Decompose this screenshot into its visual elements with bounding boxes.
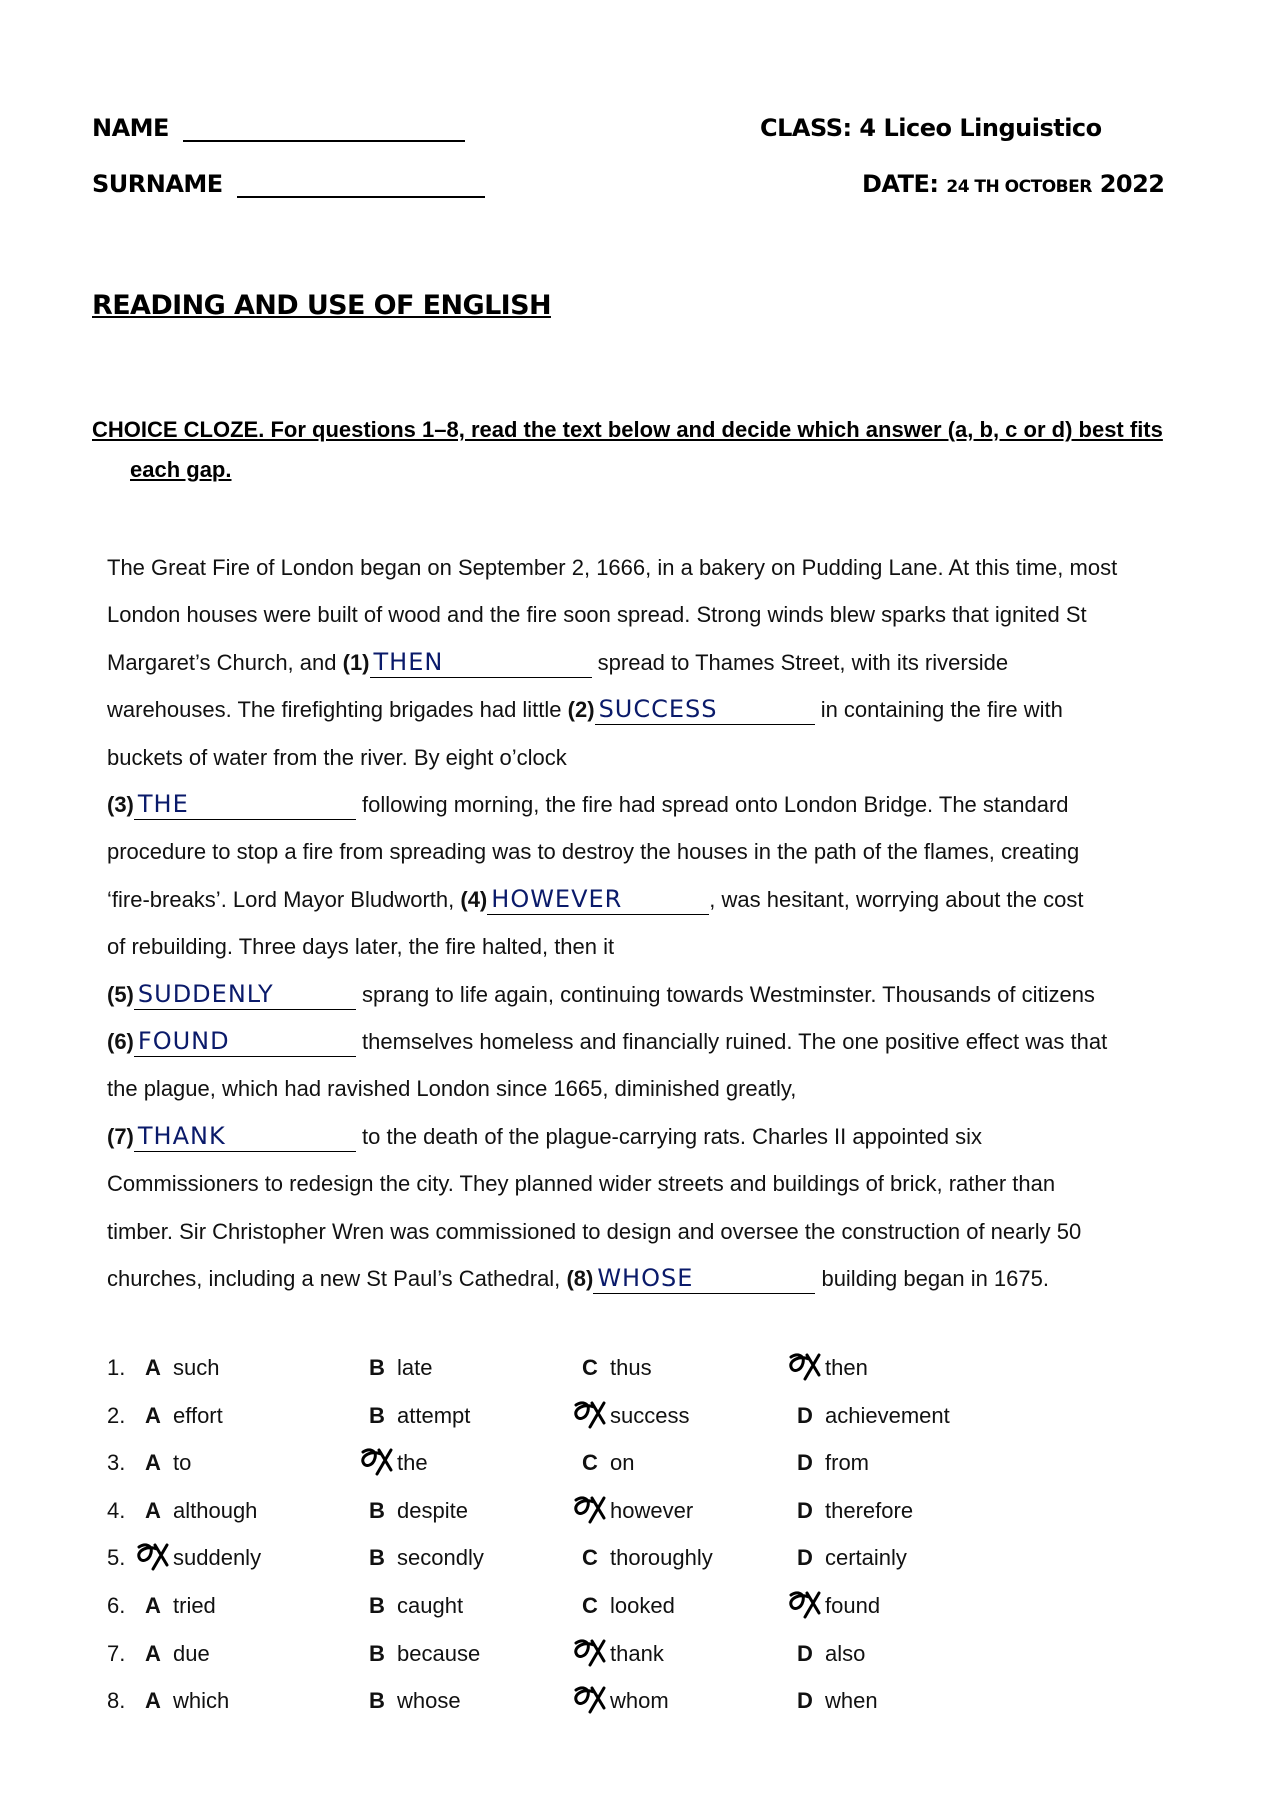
answer-gap-4[interactable] [487, 885, 709, 915]
option-a[interactable] [145, 1450, 191, 1476]
question-number: 1. [107, 1355, 126, 1380]
option-c[interactable] [582, 1641, 664, 1667]
option-letter: A [145, 1688, 161, 1714]
answer-gap-6[interactable] [134, 1027, 356, 1057]
option-d[interactable] [797, 1498, 913, 1524]
option-letter: D [797, 1640, 813, 1666]
option-word: from [825, 1450, 869, 1476]
answer-options [107, 1355, 1207, 1736]
option-letter: B [369, 1545, 385, 1571]
handwritten-mark-icon [785, 1349, 825, 1383]
date-field [862, 170, 1164, 198]
option-letter: C [582, 1545, 598, 1571]
option-letter: C [582, 1592, 598, 1618]
option-letter: B [369, 1497, 385, 1523]
handwritten-answer: FOUND [137, 1027, 230, 1056]
name-field [92, 114, 465, 142]
option-word: on [610, 1450, 635, 1476]
option-a[interactable] [145, 1688, 229, 1714]
option-word: certainly [825, 1545, 907, 1571]
option-letter: D [797, 1402, 813, 1428]
option-row [107, 1593, 1207, 1641]
passage-line: ‘fire-breaks’. Lord Mayor Bludworth, (4) HOWEVER , was hesitant, worrying about the cost [107, 884, 1084, 913]
answer-gap-7[interactable] [134, 1122, 356, 1152]
option-letter: B [369, 1688, 385, 1714]
option-word: looked [610, 1592, 675, 1618]
passage-line: London houses were built of wood and the fire soon spread. Strong winds blew sparks that ignited St [107, 602, 1087, 628]
handwritten-answer: THANK [137, 1121, 226, 1150]
question-number: (3) [107, 792, 134, 818]
passage-line: Margaret’s Church, and (1) THEN spread to Thames Street, with its riverside [107, 647, 1009, 676]
option-word: the [397, 1450, 428, 1476]
instructions-line-1: CHOICE CLOZE. For questions 1–8, read the text below and decide which answer (a, b, c or d) best fits [92, 417, 1163, 442]
option-letter: C [582, 1450, 598, 1476]
option-row [107, 1498, 1207, 1546]
option-word: therefore [825, 1497, 914, 1523]
question-number: 5. [107, 1545, 126, 1571]
passage-line: (7) THANK to the death of the plague-carrying rats. Charles II appointed six [107, 1121, 983, 1150]
passage-line: Commissioners to redesign the city. They planned wider streets and buildings of brick, rather than [107, 1171, 1056, 1197]
handwritten-mark-icon [570, 1492, 610, 1526]
date-prefix: DATE: [862, 170, 939, 198]
handwritten-mark-icon [570, 1635, 610, 1669]
surname-label: SURNAME [92, 170, 223, 198]
option-letter: A [145, 1592, 161, 1618]
option-word: success [610, 1402, 690, 1428]
option-b[interactable] [369, 1545, 484, 1571]
option-letter: D [797, 1688, 813, 1714]
option-c[interactable] [582, 1498, 693, 1524]
section-title: READING AND USE OF ENGLISH [92, 290, 551, 321]
question-number: 2. [107, 1402, 126, 1428]
handwritten-mark-icon [785, 1587, 825, 1621]
option-letter: D [797, 1497, 813, 1523]
passage-line: timber. Sir Christopher Wren was commissioned to design and oversee the construction of nearly 50 [107, 1218, 1082, 1244]
passage-line: churches, including a new St Paul’s Cathedral, (8) WHOSE building began in 1675. [107, 1264, 1049, 1293]
option-letter: D [797, 1545, 813, 1571]
handwritten-answer: SUDDENLY [137, 979, 274, 1008]
passage-line: The Great Fire of London began on September 2, 1666, in a bakery on Pudding Lane. At this time, most [107, 555, 1118, 580]
surname-field [92, 170, 485, 198]
option-letter: A [145, 1640, 161, 1666]
option-b[interactable] [369, 1498, 468, 1524]
passage-line: of rebuilding. Three days later, the fire halted, then it [107, 934, 615, 960]
passage-line: warehouses. The firefighting brigades had little (2) SUCCESS in containing the fire with [107, 695, 1063, 724]
passage-line: procedure to stop a fire from spreading was to destroy the houses in the path of the flames, creating [107, 839, 1080, 865]
handwritten-mark-icon [357, 1444, 397, 1478]
option-d[interactable] [797, 1688, 878, 1714]
handwritten-mark-icon [570, 1682, 610, 1716]
option-word: found [825, 1592, 881, 1618]
handwritten-answer: SUCCESS [598, 695, 718, 724]
question-number: 3. [107, 1450, 126, 1476]
option-letter: D [797, 1450, 813, 1476]
question-number: 6. [107, 1592, 126, 1618]
option-letter: B [369, 1355, 385, 1380]
question-number: (1) [342, 649, 370, 675]
option-d[interactable] [797, 1545, 907, 1571]
option-b[interactable] [369, 1450, 428, 1476]
option-word: also [825, 1640, 866, 1666]
option-d[interactable] [797, 1450, 869, 1476]
option-b[interactable] [369, 1641, 480, 1667]
handwritten-answer: HOWEVER [491, 884, 623, 913]
option-row [107, 1355, 1207, 1403]
option-d[interactable] [797, 1403, 950, 1429]
option-word: which [173, 1688, 230, 1714]
answer-gap-1[interactable] [370, 648, 592, 678]
option-row [107, 1403, 1207, 1451]
option-d[interactable] [797, 1355, 868, 1381]
instructions [92, 410, 1192, 490]
option-a[interactable] [145, 1545, 261, 1571]
option-word: when [825, 1688, 878, 1714]
option-word: thoroughly [610, 1545, 713, 1571]
option-word: caught [397, 1592, 464, 1618]
option-row [107, 1450, 1207, 1498]
option-b[interactable] [369, 1593, 463, 1619]
option-word: suddenly [173, 1545, 262, 1571]
question-number: (4) [460, 886, 488, 912]
passage-line: (3) THE following morning, the fire had spread onto London Bridge. The standard [107, 790, 1069, 819]
option-letter: B [369, 1402, 385, 1428]
surname-blank[interactable] [237, 174, 485, 198]
option-word: tried [173, 1592, 216, 1618]
option-word: late [397, 1355, 433, 1380]
answer-gap-2[interactable] [595, 695, 815, 725]
question-number: 7. [107, 1640, 126, 1666]
handwritten-answer: THE [137, 790, 189, 819]
cloze-passage [107, 544, 1207, 1303]
option-letter: A [145, 1402, 161, 1428]
question-number: (2) [567, 697, 595, 723]
handwritten-answer: THEN [373, 647, 444, 676]
option-word: thus [610, 1355, 652, 1380]
option-c[interactable] [582, 1355, 652, 1381]
option-c[interactable] [582, 1545, 713, 1571]
option-word: effort [173, 1402, 223, 1428]
passage-line: (6) FOUND themselves homeless and financially ruined. The one positive effect was that [107, 1027, 1108, 1056]
date-year: 2022 [1099, 170, 1165, 198]
option-word: despite [397, 1497, 468, 1523]
handwritten-mark-icon [570, 1397, 610, 1431]
option-word: thank [610, 1640, 664, 1666]
option-d[interactable] [797, 1593, 880, 1619]
name-label: NAME [92, 114, 169, 142]
option-word: although [173, 1497, 258, 1523]
option-word: whose [397, 1688, 461, 1714]
option-letter: C [582, 1355, 598, 1380]
option-letter: B [369, 1640, 385, 1666]
option-a[interactable] [145, 1403, 223, 1429]
option-word: because [397, 1640, 481, 1666]
option-c[interactable] [582, 1593, 675, 1619]
date-day-month: 24 TH OCTOBER [946, 177, 1092, 197]
option-letter: B [369, 1592, 385, 1618]
option-word: achievement [825, 1402, 950, 1428]
option-word: to [173, 1450, 192, 1476]
question-number: (5) [107, 981, 134, 1007]
option-row [107, 1545, 1207, 1593]
question-number: 8. [107, 1688, 126, 1714]
question-number: 4. [107, 1497, 126, 1523]
option-d[interactable] [797, 1641, 865, 1667]
option-a[interactable] [145, 1498, 257, 1524]
option-b[interactable] [369, 1403, 470, 1429]
option-word: however [610, 1497, 694, 1523]
option-c[interactable] [582, 1403, 689, 1429]
option-letter: A [145, 1497, 161, 1523]
option-letter: A [145, 1450, 161, 1476]
option-row [107, 1641, 1207, 1689]
option-c[interactable] [582, 1688, 669, 1714]
handwritten-mark-icon [133, 1539, 173, 1573]
question-number: (7) [107, 1123, 134, 1149]
option-letter: A [145, 1355, 161, 1380]
answer-gap-5[interactable] [134, 980, 356, 1010]
answer-gap-8[interactable] [593, 1264, 815, 1294]
option-word: whom [610, 1688, 669, 1714]
option-b[interactable] [369, 1688, 461, 1714]
name-blank[interactable] [183, 118, 465, 142]
class-label: CLASS: 4 Liceo Linguistico [760, 114, 1102, 142]
option-c[interactable] [582, 1450, 634, 1476]
option-b[interactable] [369, 1355, 432, 1381]
option-row [107, 1688, 1207, 1736]
question-number: (6) [107, 1029, 134, 1055]
option-word: then [825, 1355, 868, 1380]
passage-line: (5) SUDDENLY sprang to life again, continuing towards Westminster. Thousands of citizens [107, 979, 1095, 1008]
option-a[interactable] [145, 1593, 216, 1619]
option-a[interactable] [145, 1355, 219, 1381]
option-a[interactable] [145, 1641, 210, 1667]
question-number: (8) [566, 1266, 594, 1292]
option-word: secondly [397, 1545, 484, 1571]
passage-line: buckets of water from the river. By eight o’clock [107, 744, 567, 770]
option-word: due [173, 1640, 210, 1666]
passage-line: the plague, which had ravished London since 1665, diminished greatly, [107, 1076, 797, 1102]
handwritten-answer: WHOSE [597, 1264, 694, 1293]
option-word: such [173, 1355, 220, 1380]
option-word: attempt [397, 1402, 471, 1428]
instructions-line-2: each gap. [130, 457, 232, 482]
answer-gap-3[interactable] [134, 790, 356, 820]
